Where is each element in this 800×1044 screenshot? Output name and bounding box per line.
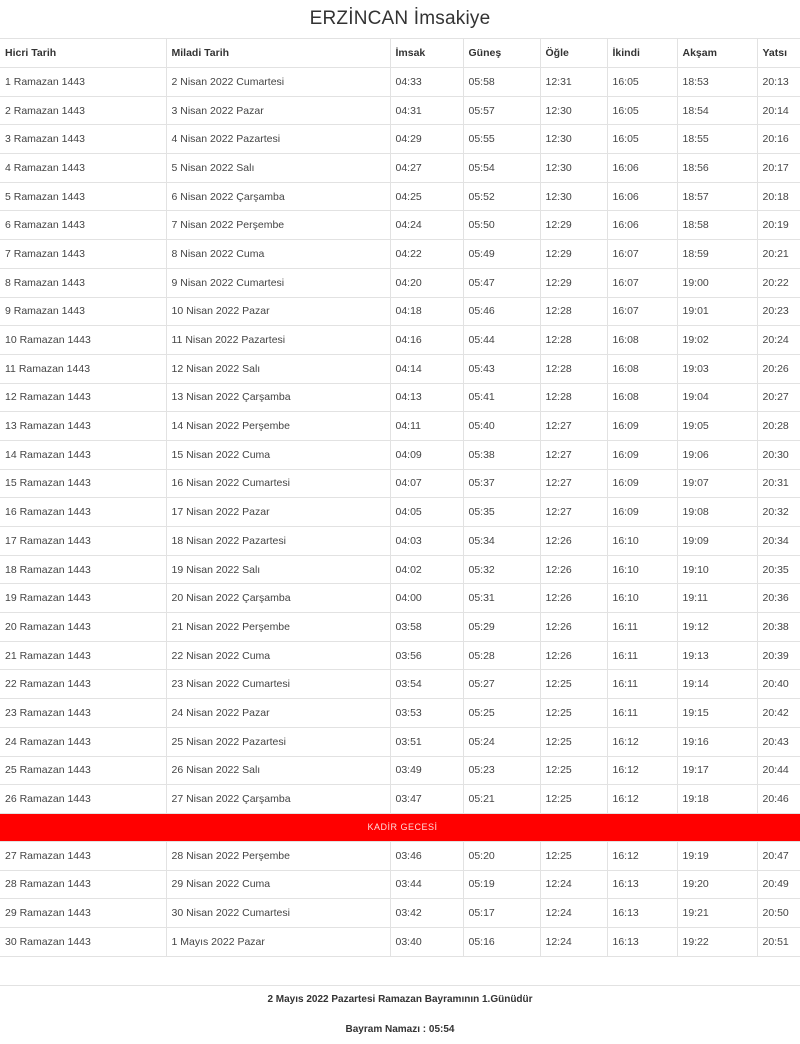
ikindi-time: 16:09 [607, 498, 677, 527]
table-row [0, 727, 800, 756]
gunes-time: 05:40 [463, 412, 540, 441]
miladi-date: 4 Nisan 2022 Pazartesi [166, 125, 390, 154]
gunes-time: 05:43 [463, 354, 540, 383]
miladi-date: 11 Nisan 2022 Pazartesi [166, 326, 390, 355]
ikindi-time: 16:11 [607, 670, 677, 699]
aksam-time: 19:10 [677, 555, 757, 584]
table-row [0, 613, 800, 642]
aksam-time: 18:59 [677, 240, 757, 269]
yatsi-time: 20:43 [757, 727, 800, 756]
table-row [0, 785, 800, 814]
miladi-date: 7 Nisan 2022 Perşembe [166, 211, 390, 240]
ogle-time: 12:29 [540, 240, 607, 269]
ogle-time: 12:25 [540, 841, 607, 870]
aksam-time: 19:09 [677, 527, 757, 556]
page-title: ERZİNCAN İmsakiye [309, 8, 491, 29]
ogle-time: 12:25 [540, 670, 607, 699]
gunes-time: 05:17 [463, 899, 540, 928]
hicri-date: 27 Ramazan 1443 [0, 841, 166, 870]
yatsi-time: 20:44 [757, 756, 800, 785]
miladi-date: 26 Nisan 2022 Salı [166, 756, 390, 785]
yatsi-time: 20:38 [757, 613, 800, 642]
table-row [0, 841, 800, 870]
miladi-date: 10 Nisan 2022 Pazar [166, 297, 390, 326]
ikindi-time: 16:07 [607, 268, 677, 297]
imsak-time: 03:53 [390, 699, 463, 728]
yatsi-time: 20:30 [757, 440, 800, 469]
aksam-time: 19:19 [677, 841, 757, 870]
ikindi-time: 16:09 [607, 412, 677, 441]
hicri-date: 20 Ramazan 1443 [0, 613, 166, 642]
hicri-date: 7 Ramazan 1443 [0, 240, 166, 269]
aksam-time: 18:53 [677, 68, 757, 97]
ogle-time: 12:28 [540, 297, 607, 326]
gunes-time: 05:29 [463, 613, 540, 642]
ogle-time: 12:24 [540, 927, 607, 956]
imsak-time: 04:24 [390, 211, 463, 240]
aksam-time: 19:11 [677, 584, 757, 613]
aksam-time: 19:20 [677, 870, 757, 899]
yatsi-time: 20:22 [757, 268, 800, 297]
ogle-time: 12:25 [540, 785, 607, 814]
imsak-time: 03:51 [390, 727, 463, 756]
table-row [0, 297, 800, 326]
hicri-date: 13 Ramazan 1443 [0, 412, 166, 441]
miladi-date: 13 Nisan 2022 Çarşamba [166, 383, 390, 412]
gunes-time: 05:24 [463, 727, 540, 756]
imsak-time: 04:27 [390, 154, 463, 183]
ogle-time: 12:26 [540, 641, 607, 670]
col-header-gunes: Güneş [463, 39, 540, 68]
table-row [0, 670, 800, 699]
imsak-time: 03:46 [390, 841, 463, 870]
ikindi-time: 16:12 [607, 727, 677, 756]
ogle-time: 12:30 [540, 96, 607, 125]
yatsi-time: 20:49 [757, 870, 800, 899]
yatsi-time: 20:31 [757, 469, 800, 498]
imsak-time: 03:56 [390, 641, 463, 670]
ikindi-time: 16:12 [607, 785, 677, 814]
imsak-time: 04:33 [390, 68, 463, 97]
miladi-date: 9 Nisan 2022 Cumartesi [166, 268, 390, 297]
hicri-date: 4 Ramazan 1443 [0, 154, 166, 183]
gunes-time: 05:32 [463, 555, 540, 584]
miladi-date: 22 Nisan 2022 Cuma [166, 641, 390, 670]
aksam-time: 19:02 [677, 326, 757, 355]
header-row [0, 39, 800, 68]
ogle-time: 12:29 [540, 268, 607, 297]
aksam-time: 19:06 [677, 440, 757, 469]
table-row [0, 96, 800, 125]
imsak-time: 04:11 [390, 412, 463, 441]
yatsi-time: 20:51 [757, 927, 800, 956]
miladi-date: 16 Nisan 2022 Cumartesi [166, 469, 390, 498]
ikindi-time: 16:05 [607, 96, 677, 125]
miladi-date: 19 Nisan 2022 Salı [166, 555, 390, 584]
hicri-date: 28 Ramazan 1443 [0, 870, 166, 899]
imsak-time: 03:47 [390, 785, 463, 814]
hicri-date: 16 Ramazan 1443 [0, 498, 166, 527]
yatsi-time: 20:17 [757, 154, 800, 183]
aksam-time: 18:54 [677, 96, 757, 125]
bayram-note: 2 Mayıs 2022 Pazartesi Ramazan Bayramının 1.Günüdür [267, 993, 533, 1005]
col-header-aksam: Akşam [677, 39, 757, 68]
table-body [0, 68, 800, 957]
hicri-date: 19 Ramazan 1443 [0, 584, 166, 613]
footer [0, 985, 800, 1044]
imsak-time: 04:31 [390, 96, 463, 125]
table-row [0, 641, 800, 670]
ikindi-time: 16:13 [607, 927, 677, 956]
aksam-time: 19:04 [677, 383, 757, 412]
table-row [0, 469, 800, 498]
hicri-date: 8 Ramazan 1443 [0, 268, 166, 297]
aksam-time: 18:58 [677, 211, 757, 240]
hicri-date: 17 Ramazan 1443 [0, 527, 166, 556]
gunes-time: 05:50 [463, 211, 540, 240]
ogle-time: 12:27 [540, 440, 607, 469]
gunes-time: 05:47 [463, 268, 540, 297]
kadir-gecesi-label: KADİR GECESİ [0, 813, 800, 841]
gunes-time: 05:37 [463, 469, 540, 498]
table-row [0, 899, 800, 928]
aksam-time: 18:57 [677, 182, 757, 211]
imsak-time: 04:05 [390, 498, 463, 527]
table-row [0, 756, 800, 785]
yatsi-time: 20:27 [757, 383, 800, 412]
col-header-ogle: Öğle [540, 39, 607, 68]
yatsi-time: 20:16 [757, 125, 800, 154]
yatsi-time: 20:26 [757, 354, 800, 383]
table-row [0, 927, 800, 956]
ogle-time: 12:26 [540, 527, 607, 556]
aksam-time: 19:01 [677, 297, 757, 326]
gunes-time: 05:58 [463, 68, 540, 97]
miladi-date: 20 Nisan 2022 Çarşamba [166, 584, 390, 613]
col-header-hicri: Hicri Tarih [0, 39, 166, 68]
hicri-date: 23 Ramazan 1443 [0, 699, 166, 728]
aksam-time: 19:12 [677, 613, 757, 642]
table-row [0, 440, 800, 469]
gunes-time: 05:38 [463, 440, 540, 469]
gunes-time: 05:57 [463, 96, 540, 125]
ogle-time: 12:30 [540, 154, 607, 183]
imsak-time: 04:14 [390, 354, 463, 383]
hicri-date: 30 Ramazan 1443 [0, 927, 166, 956]
yatsi-time: 20:13 [757, 68, 800, 97]
ogle-time: 12:30 [540, 182, 607, 211]
hicri-date: 15 Ramazan 1443 [0, 469, 166, 498]
ogle-time: 12:28 [540, 383, 607, 412]
col-header-ikindi: İkindi [607, 39, 677, 68]
aksam-time: 19:00 [677, 268, 757, 297]
gunes-time: 05:41 [463, 383, 540, 412]
imsak-time: 03:42 [390, 899, 463, 928]
miladi-date: 18 Nisan 2022 Pazartesi [166, 527, 390, 556]
gunes-time: 05:16 [463, 927, 540, 956]
ogle-time: 12:26 [540, 584, 607, 613]
bayram-namazi: Bayram Namazı : 05:54 [345, 1023, 455, 1035]
ogle-time: 12:27 [540, 469, 607, 498]
ogle-time: 12:25 [540, 699, 607, 728]
yatsi-time: 20:23 [757, 297, 800, 326]
yatsi-time: 20:18 [757, 182, 800, 211]
gunes-time: 05:55 [463, 125, 540, 154]
ogle-time: 12:28 [540, 326, 607, 355]
gunes-time: 05:27 [463, 670, 540, 699]
imsak-time: 04:03 [390, 527, 463, 556]
imsak-time: 04:13 [390, 383, 463, 412]
table-row [0, 383, 800, 412]
ikindi-time: 16:06 [607, 211, 677, 240]
hicri-date: 22 Ramazan 1443 [0, 670, 166, 699]
table-row [0, 211, 800, 240]
table-row [0, 555, 800, 584]
hicri-date: 29 Ramazan 1443 [0, 899, 166, 928]
gunes-time: 05:52 [463, 182, 540, 211]
ikindi-time: 16:12 [607, 841, 677, 870]
yatsi-time: 20:39 [757, 641, 800, 670]
gunes-time: 05:25 [463, 699, 540, 728]
aksam-time: 19:18 [677, 785, 757, 814]
miladi-date: 25 Nisan 2022 Pazartesi [166, 727, 390, 756]
miladi-date: 12 Nisan 2022 Salı [166, 354, 390, 383]
imsak-time: 04:09 [390, 440, 463, 469]
yatsi-time: 20:34 [757, 527, 800, 556]
col-header-imsak: İmsak [390, 39, 463, 68]
hicri-date: 6 Ramazan 1443 [0, 211, 166, 240]
hicri-date: 2 Ramazan 1443 [0, 96, 166, 125]
ikindi-time: 16:07 [607, 240, 677, 269]
hicri-date: 14 Ramazan 1443 [0, 440, 166, 469]
ikindi-time: 16:06 [607, 154, 677, 183]
yatsi-time: 20:46 [757, 785, 800, 814]
yatsi-time: 20:50 [757, 899, 800, 928]
gunes-time: 05:34 [463, 527, 540, 556]
gunes-time: 05:54 [463, 154, 540, 183]
gunes-time: 05:28 [463, 641, 540, 670]
ikindi-time: 16:11 [607, 613, 677, 642]
ogle-time: 12:26 [540, 613, 607, 642]
yatsi-time: 20:28 [757, 412, 800, 441]
aksam-time: 19:17 [677, 756, 757, 785]
imsak-time: 04:07 [390, 469, 463, 498]
hicri-date: 11 Ramazan 1443 [0, 354, 166, 383]
kadir-gecesi-banner [0, 813, 800, 841]
yatsi-time: 20:40 [757, 670, 800, 699]
yatsi-time: 20:42 [757, 699, 800, 728]
gunes-time: 05:21 [463, 785, 540, 814]
ikindi-time: 16:07 [607, 297, 677, 326]
yatsi-time: 20:47 [757, 841, 800, 870]
ikindi-time: 16:05 [607, 68, 677, 97]
miladi-date: 17 Nisan 2022 Pazar [166, 498, 390, 527]
miladi-date: 21 Nisan 2022 Perşembe [166, 613, 390, 642]
table-row [0, 412, 800, 441]
ikindi-time: 16:13 [607, 870, 677, 899]
table-row [0, 326, 800, 355]
table-row [0, 68, 800, 97]
imsak-time: 04:00 [390, 584, 463, 613]
miladi-date: 5 Nisan 2022 Salı [166, 154, 390, 183]
gunes-time: 05:31 [463, 584, 540, 613]
miladi-date: 23 Nisan 2022 Cumartesi [166, 670, 390, 699]
imsak-time: 03:40 [390, 927, 463, 956]
imsak-time: 04:20 [390, 268, 463, 297]
table-row [0, 870, 800, 899]
yatsi-time: 20:35 [757, 555, 800, 584]
ikindi-time: 16:10 [607, 584, 677, 613]
imsak-time: 04:02 [390, 555, 463, 584]
ikindi-time: 16:10 [607, 555, 677, 584]
miladi-date: 29 Nisan 2022 Cuma [166, 870, 390, 899]
ogle-time: 12:25 [540, 727, 607, 756]
table-row [0, 699, 800, 728]
yatsi-time: 20:36 [757, 584, 800, 613]
hicri-date: 25 Ramazan 1443 [0, 756, 166, 785]
yatsi-time: 20:14 [757, 96, 800, 125]
table-row [0, 125, 800, 154]
ikindi-time: 16:08 [607, 326, 677, 355]
imsak-time: 03:58 [390, 613, 463, 642]
gunes-time: 05:35 [463, 498, 540, 527]
yatsi-time: 20:24 [757, 326, 800, 355]
table-row [0, 182, 800, 211]
yatsi-time: 20:19 [757, 211, 800, 240]
table-row [0, 154, 800, 183]
imsakiye-table [0, 38, 800, 957]
hicri-date: 21 Ramazan 1443 [0, 641, 166, 670]
miladi-date: 14 Nisan 2022 Perşembe [166, 412, 390, 441]
aksam-time: 18:56 [677, 154, 757, 183]
gunes-time: 05:49 [463, 240, 540, 269]
hicri-date: 18 Ramazan 1443 [0, 555, 166, 584]
miladi-date: 28 Nisan 2022 Perşembe [166, 841, 390, 870]
ogle-time: 12:27 [540, 412, 607, 441]
ogle-time: 12:25 [540, 756, 607, 785]
aksam-time: 19:13 [677, 641, 757, 670]
gunes-time: 05:19 [463, 870, 540, 899]
imsak-time: 04:18 [390, 297, 463, 326]
ikindi-time: 16:10 [607, 527, 677, 556]
table-row [0, 584, 800, 613]
ikindi-time: 16:09 [607, 469, 677, 498]
col-header-yatsi: Yatsı [757, 39, 800, 68]
col-header-miladi: Miladi Tarih [166, 39, 390, 68]
aksam-time: 19:21 [677, 899, 757, 928]
ogle-time: 12:31 [540, 68, 607, 97]
aksam-time: 19:08 [677, 498, 757, 527]
miladi-date: 8 Nisan 2022 Cuma [166, 240, 390, 269]
hicri-date: 10 Ramazan 1443 [0, 326, 166, 355]
ogle-time: 12:30 [540, 125, 607, 154]
hicri-date: 26 Ramazan 1443 [0, 785, 166, 814]
ogle-time: 12:27 [540, 498, 607, 527]
ogle-time: 12:29 [540, 211, 607, 240]
hicri-date: 5 Ramazan 1443 [0, 182, 166, 211]
ogle-time: 12:24 [540, 870, 607, 899]
hicri-date: 12 Ramazan 1443 [0, 383, 166, 412]
aksam-time: 19:16 [677, 727, 757, 756]
miladi-date: 15 Nisan 2022 Cuma [166, 440, 390, 469]
miladi-date: 30 Nisan 2022 Cumartesi [166, 899, 390, 928]
gunes-time: 05:46 [463, 297, 540, 326]
aksam-time: 18:55 [677, 125, 757, 154]
gunes-time: 05:20 [463, 841, 540, 870]
aksam-time: 19:05 [677, 412, 757, 441]
gunes-time: 05:44 [463, 326, 540, 355]
yatsi-time: 20:32 [757, 498, 800, 527]
ikindi-time: 16:09 [607, 440, 677, 469]
aksam-time: 19:03 [677, 354, 757, 383]
imsak-time: 03:44 [390, 870, 463, 899]
ikindi-time: 16:13 [607, 899, 677, 928]
hicri-date: 9 Ramazan 1443 [0, 297, 166, 326]
ikindi-time: 16:12 [607, 756, 677, 785]
ogle-time: 12:28 [540, 354, 607, 383]
ikindi-time: 16:05 [607, 125, 677, 154]
table-row [0, 527, 800, 556]
miladi-date: 27 Nisan 2022 Çarşamba [166, 785, 390, 814]
miladi-date: 3 Nisan 2022 Pazar [166, 96, 390, 125]
table-row [0, 354, 800, 383]
ikindi-time: 16:11 [607, 699, 677, 728]
ikindi-time: 16:11 [607, 641, 677, 670]
imsak-time: 04:29 [390, 125, 463, 154]
table-row [0, 240, 800, 269]
imsak-time: 03:49 [390, 756, 463, 785]
gunes-time: 05:23 [463, 756, 540, 785]
table-row [0, 268, 800, 297]
imsak-time: 04:25 [390, 182, 463, 211]
imsak-time: 04:22 [390, 240, 463, 269]
hicri-date: 1 Ramazan 1443 [0, 68, 166, 97]
ogle-time: 12:26 [540, 555, 607, 584]
ogle-time: 12:24 [540, 899, 607, 928]
yatsi-time: 20:21 [757, 240, 800, 269]
miladi-date: 24 Nisan 2022 Pazar [166, 699, 390, 728]
miladi-date: 2 Nisan 2022 Cumartesi [166, 68, 390, 97]
hicri-date: 24 Ramazan 1443 [0, 727, 166, 756]
aksam-time: 19:15 [677, 699, 757, 728]
miladi-date: 1 Mayıs 2022 Pazar [166, 927, 390, 956]
aksam-time: 19:07 [677, 469, 757, 498]
ikindi-time: 16:06 [607, 182, 677, 211]
hicri-date: 3 Ramazan 1443 [0, 125, 166, 154]
ikindi-time: 16:08 [607, 383, 677, 412]
ikindi-time: 16:08 [607, 354, 677, 383]
aksam-time: 19:14 [677, 670, 757, 699]
miladi-date: 6 Nisan 2022 Çarşamba [166, 182, 390, 211]
aksam-time: 19:22 [677, 927, 757, 956]
imsak-time: 03:54 [390, 670, 463, 699]
imsak-time: 04:16 [390, 326, 463, 355]
table-row [0, 498, 800, 527]
